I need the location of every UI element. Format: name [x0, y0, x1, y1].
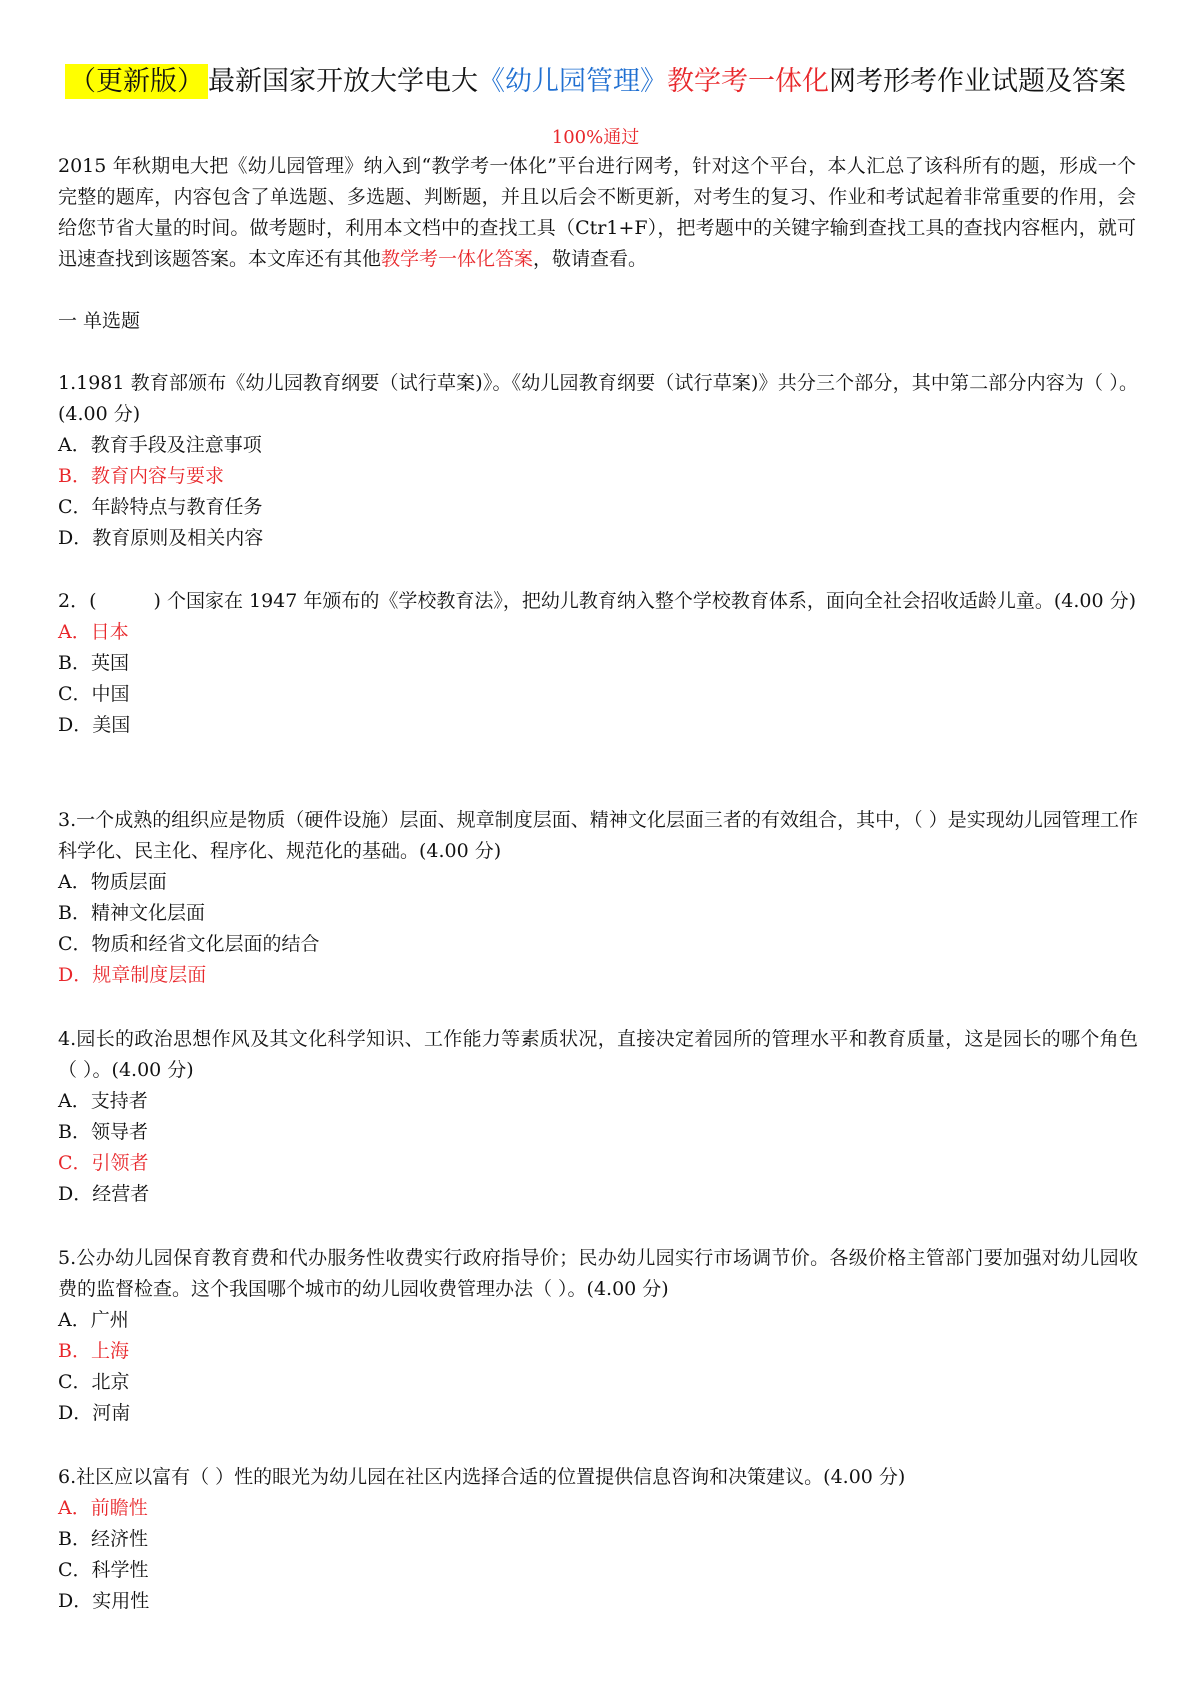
- option-a: A．物质层面: [58, 871, 167, 893]
- question-6: [58, 1462, 1138, 1617]
- question-5: [58, 1243, 1138, 1429]
- option-a-correct: A．前瞻性: [58, 1497, 148, 1519]
- option-c-correct: C．引领者: [58, 1152, 149, 1174]
- option-b: B．领导者: [58, 1121, 148, 1143]
- intro-paragraph: [58, 151, 1136, 275]
- subtitle: 100%通过: [551, 127, 640, 148]
- intro-text-1: 2015 年秋期电大把《幼儿园管理》纳入到“教学考一体化”平台进行网考，针对这个平台，本人汇总了该科所有的题，形成一个完整的题库，内容包含了单选题、多选题、判断题，并且以后会不断更新，对考生的复习、作业和考试起着非常重要的作用，会给您节省大量的时间。做考题时，利用本文档中的查找工具（Ctr1+F），把考题中的关键字输到查找工具的查找内容框内，就可迅速查找到该题答案。本文库还有其他: [58, 155, 1136, 270]
- option-d-correct: D．规章制度层面: [58, 964, 207, 986]
- question-1: [58, 368, 1138, 554]
- section-title: 一 单选题: [58, 310, 141, 332]
- title-part4: 网考形考作业试题及答案: [829, 66, 1126, 97]
- option-a: A．教育手段及注意事项: [58, 434, 262, 456]
- option-b: B．经济性: [58, 1528, 148, 1550]
- question-text: 5.公办幼儿园保育教育费和代办服务性收费实行政府指导价；民办幼儿园实行市场调节价。各级价格主管部门要加强对幼儿园收费的监督检查。这个我国哪个城市的幼儿园收费管理办法（ ）。(4.00 分): [58, 1247, 1138, 1300]
- option-b-correct: B．教育内容与要求: [58, 465, 224, 487]
- option-c: C．北京: [58, 1371, 130, 1393]
- title-part3: 教学考一体化: [667, 66, 829, 97]
- question-text: 2．( ) 个国家在 1947 年颁布的《学校教育法》，把幼儿教育纳入整个学校教育体系，面向全社会招收适龄儿童。(4.00 分): [58, 590, 1137, 612]
- question-3: [58, 805, 1138, 991]
- question-text: 1.1981 教育部颁布《幼儿园教育纲要（试行草案)》。《幼儿园教育纲要（试行草案)》共分三个部分，其中第二部分内容为（ ）。(4.00 分): [58, 372, 1138, 425]
- option-d: D．河南: [58, 1402, 131, 1424]
- page-title: [0, 62, 1191, 102]
- option-a-correct: A．日本: [58, 621, 129, 643]
- option-b: B．英国: [58, 652, 129, 674]
- option-a: A．广州: [58, 1309, 129, 1331]
- question-2: [58, 586, 1138, 741]
- title-part2: 《幼儿园管理》: [478, 66, 667, 97]
- option-d: D．教育原则及相关内容: [58, 527, 264, 549]
- option-d: D．经营者: [58, 1183, 150, 1205]
- question-4: [58, 1024, 1138, 1210]
- intro-text-2: ，敬请查看。: [533, 248, 648, 270]
- option-a: A．支持者: [58, 1090, 148, 1112]
- option-c: C．科学性: [58, 1559, 149, 1581]
- option-c: C．物质和经省文化层面的结合: [58, 933, 320, 955]
- option-d: D．美国: [58, 714, 131, 736]
- title-part1: 最新国家开放大学电大: [208, 66, 478, 97]
- question-text: 3.一个成熟的组织应是物质（硬件设施）层面、规章制度层面、精神文化层面三者的有效组合，其中，（ ）是实现幼儿园管理工作科学化、民主化、程序化、规范化的基础。(4.00 分): [58, 809, 1138, 862]
- option-d: D．实用性: [58, 1590, 150, 1612]
- title-tag-highlight: （更新版）: [65, 64, 208, 99]
- option-c: C．年龄特点与教育任务: [58, 496, 263, 518]
- question-text: 6.社区应以富有（ ）性的眼光为幼儿园在社区内选择合适的位置提供信息咨询和决策建议。(4.00 分): [58, 1466, 906, 1488]
- intro-link[interactable]: 教学考一体化答案: [381, 248, 534, 270]
- question-text: 4.园长的政治思想作风及其文化科学知识、工作能力等素质状况，直接决定着园所的管理水平和教育质量，这是园长的哪个角色（ ）。(4.00 分): [58, 1028, 1138, 1081]
- option-b-correct: B．上海: [58, 1340, 129, 1362]
- option-c: C．中国: [58, 683, 130, 705]
- option-b: B．精神文化层面: [58, 902, 205, 924]
